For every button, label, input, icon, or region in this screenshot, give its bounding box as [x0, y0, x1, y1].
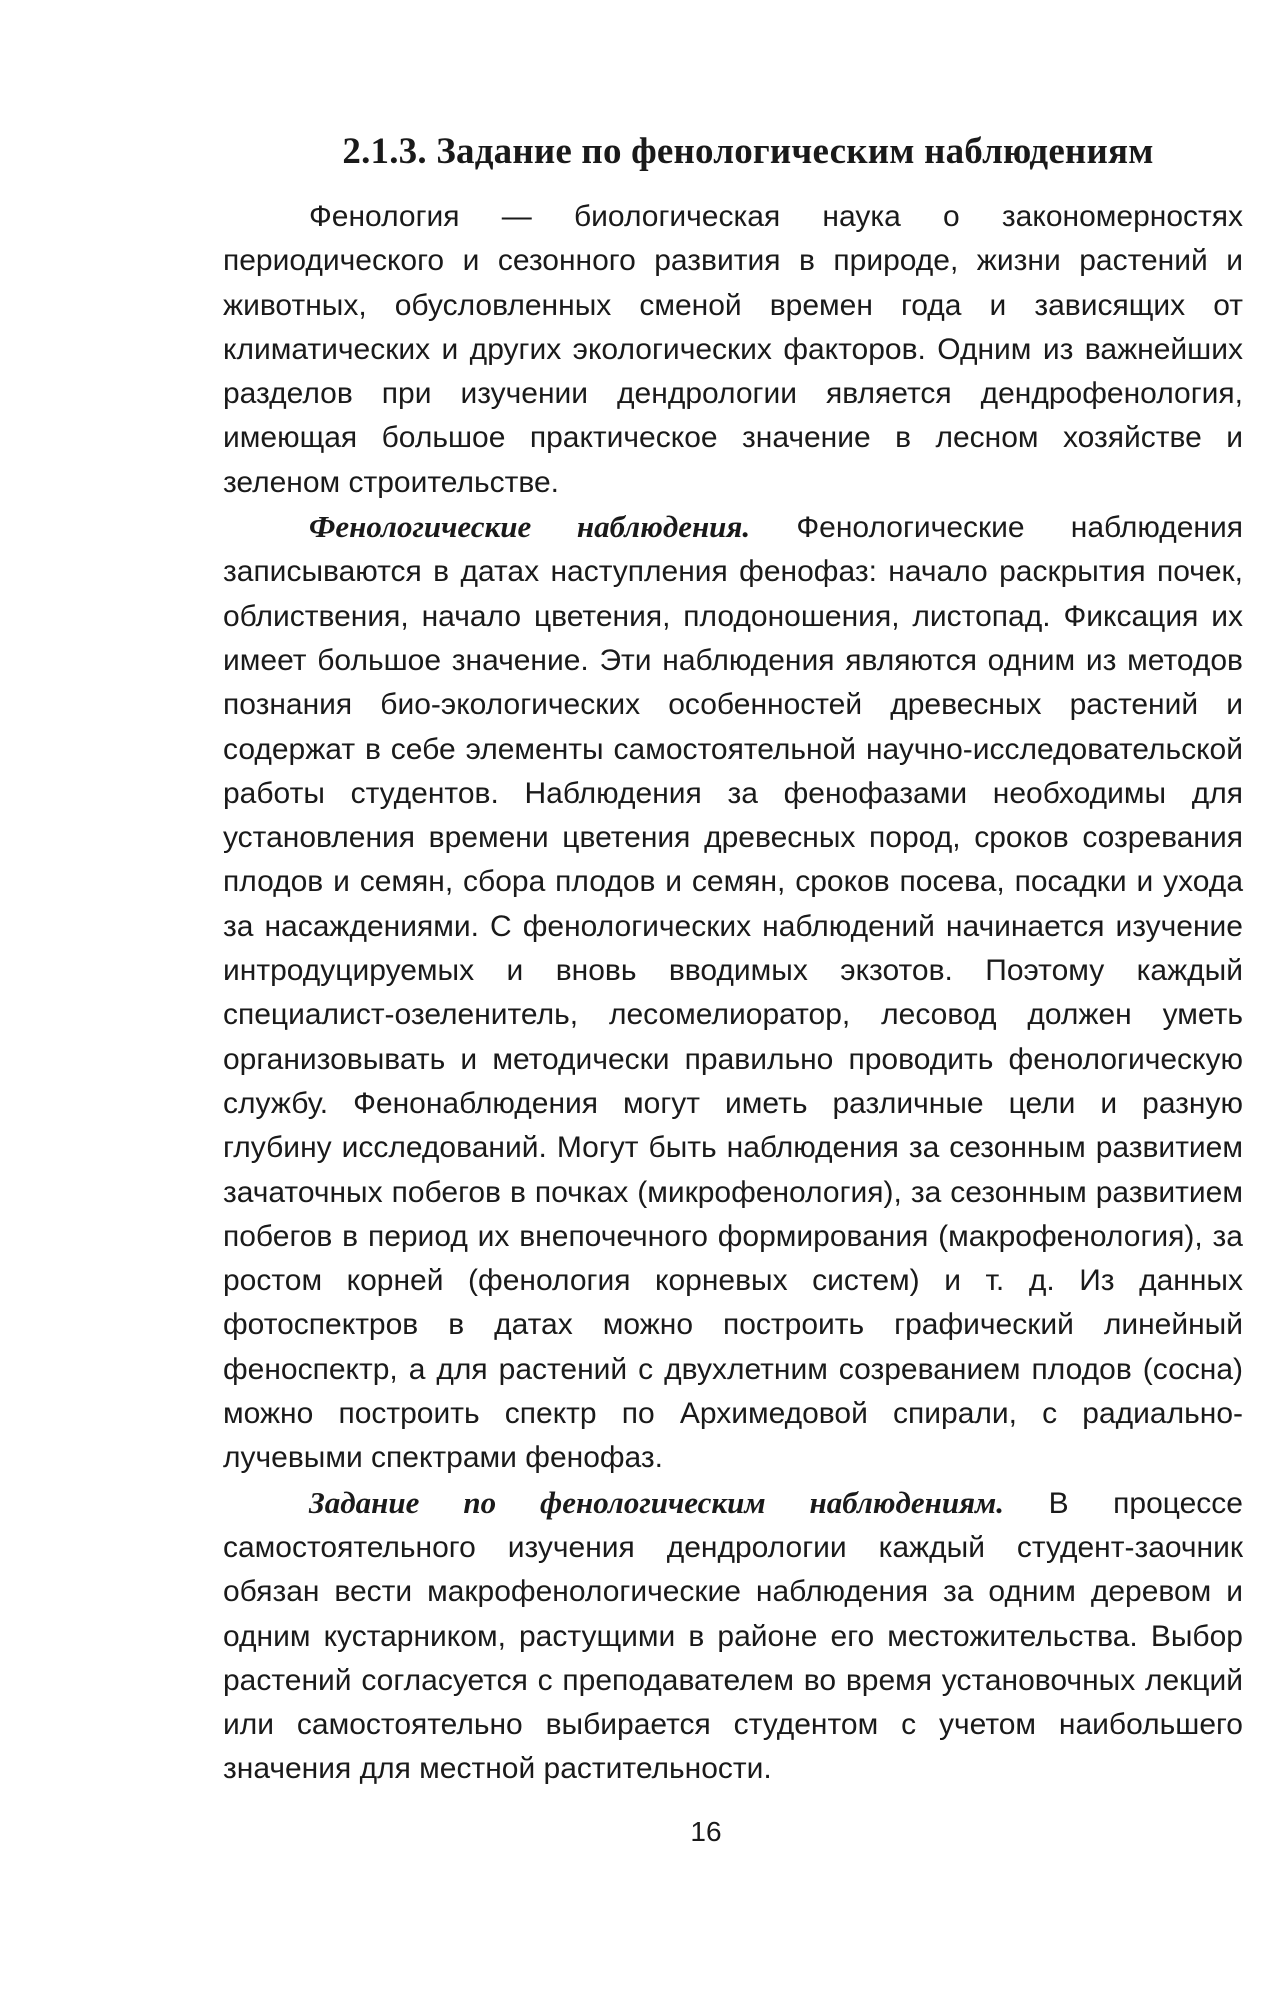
paragraph-lead: Задание по фенологическим наблюдениям. [309, 1484, 1005, 1520]
paragraph-text: Фенология — биологическая наука о закономерностях периодического и сезонного развития в природе, жизни растений и животных, обусловленных сменой времен года и зависящих от климатических и других экологических факторов. Одним из важнейших разделов при изучении дендрологии является дендрофенология, имеющая большое практическое значение в лесном хозяйстве и зеленом строительстве. [223, 200, 1243, 499]
page-number: 16 [690, 1816, 722, 1847]
section-heading: 2.1.3. Задание по фенологическим наблюдениям [342, 131, 1154, 172]
paragraph-phenology-definition [223, 194, 1243, 505]
paragraph-text: В процессе самостоятельного изучения дендрологии каждый студент-заочник обязан вести макрофенологические наблюдения за одним деревом и одним кустарником, растущими в районе его местожительства. Выбор растений согласуется с преподавателем во время установочных лекций или самостоятельно выбирается студентом с учетом наибольшего значения для местной растительности. [223, 1486, 1243, 1786]
paragraph-phenological-observations [223, 505, 1243, 1481]
paragraph-text: Фенологические наблюдения записываются в датах наступления фенофаз: начало раскрытия почек, облиствения, начало цветения, плодоношения, листопад. Фиксация их имеет большое значение. Эти наблюдения являются одним из методов познания био-экологических особенностей древесных растений и содержат в себе элементы самостоятельной научно-исследовательской работы студентов. Наблюдения за фенофазами необходимы для установления времени цветения древесных пород, сроков созревания плодов и семян, сбора плодов и семян, сроков посева, посадки и ухода за насаждениями. С фенологических наблюдений начинается изучение интродуцируемых и вновь вводимых экзотов. Поэтому каждый специалист-озеленитель, лесомелиоратор, лесовод должен уметь организовывать и методически правильно проводить фенологическую службу. Фенонаблюдения могут иметь различные цели и разную глубину исследований. Могут быть наблюдения за сезонным развитием зачаточных побегов в почках (микрофенология), за сезонным развитием побегов в период их внепочечного формирования (макрофенология), за ростом корней (фенология корневых систем) и т. д. Из данных фотоспектров в датах можно построить графический линейный феноспектр, а для растений с двухлетним созреванием плодов (сосна) можно построить спектр по Архимедовой спирали, с радиально-лучевыми спектрами фенофаз. [223, 511, 1243, 1475]
page-content [223, 128, 1243, 1792]
paragraph-lead: Фенологические наблюдения. [309, 509, 751, 545]
paragraph-observation-assignment [223, 1481, 1243, 1792]
